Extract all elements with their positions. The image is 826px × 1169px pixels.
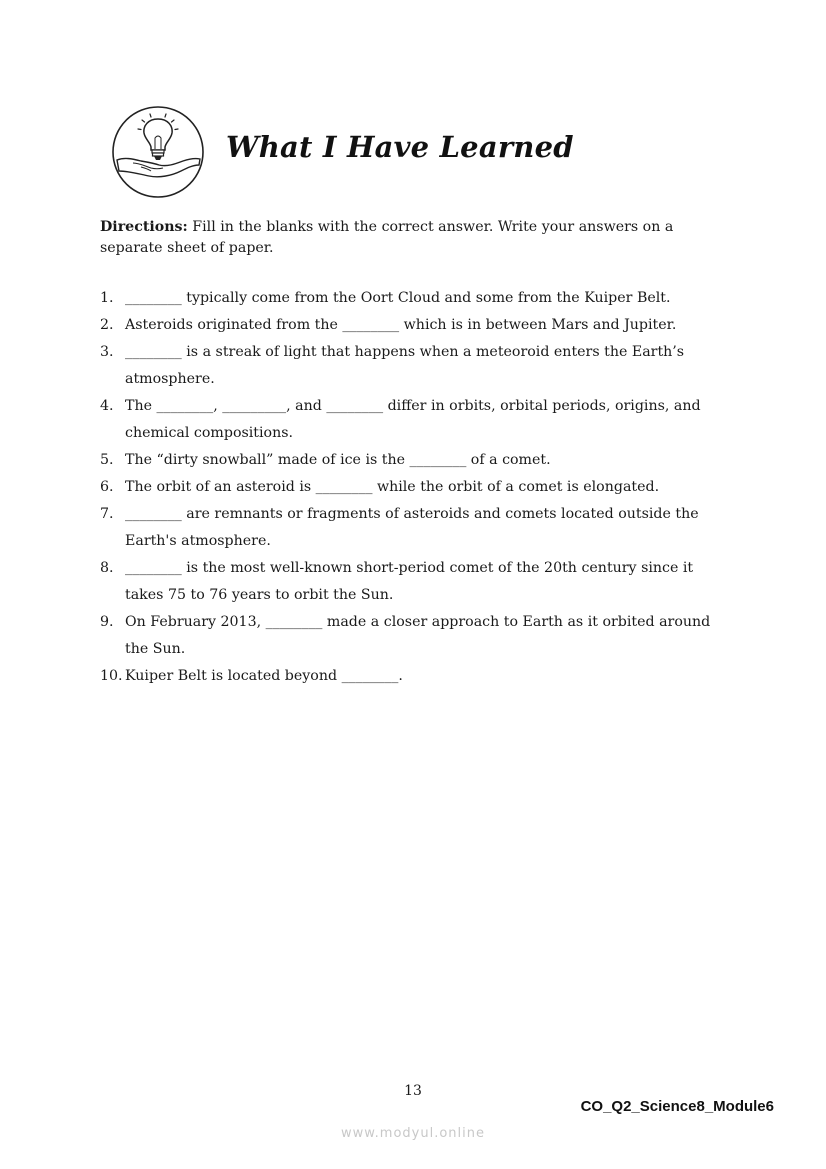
item-number: 3. — [100, 344, 114, 360]
item-number: 6. — [100, 479, 114, 495]
item-text: ________ are remnants or fragments of asteroids and comets located outside the Earth's atmosphere. — [125, 506, 699, 549]
item-text: ________ is a streak of light that happens when a meteoroid enters the Earth’s atmosphere. — [125, 344, 685, 387]
item-number: 2. — [100, 317, 114, 333]
item-number: 4. — [100, 398, 114, 414]
item-text: Asteroids originated from the ________ which is in between Mars and Jupiter. — [125, 317, 677, 333]
list-item — [100, 312, 725, 339]
lightbulb-hand-icon — [111, 105, 205, 199]
list-item — [100, 339, 725, 393]
list-item — [100, 555, 725, 609]
directions-label: Directions: — [100, 219, 188, 235]
directions-text: Fill in the blanks with the correct answer. Write your answers on a separate sheet of paper. — [100, 219, 674, 256]
item-number: 1. — [100, 290, 114, 306]
list-item — [100, 393, 725, 447]
directions — [100, 217, 725, 259]
item-number: 10. — [100, 668, 123, 684]
module-code: CO_Q2_Science8_Module6 — [580, 1098, 774, 1115]
list-item — [100, 447, 725, 474]
list-item — [100, 609, 725, 663]
section-title: What I Have Learned — [226, 130, 574, 164]
item-text: ________ is the most well-known short-period comet of the 20th century since it takes 75 to 76 years to orbit the Sun. — [125, 560, 694, 603]
item-text: The orbit of an asteroid is ________ while the orbit of a comet is elongated. — [125, 479, 660, 495]
list-item — [100, 474, 725, 501]
list-item — [100, 663, 725, 690]
item-text: The “dirty snowball” made of ice is the ________ of a comet. — [125, 452, 551, 468]
item-text: On February 2013, ________ made a closer approach to Earth as it orbited around the Sun. — [125, 614, 711, 657]
list-item — [100, 501, 725, 555]
item-number: 9. — [100, 614, 114, 630]
item-number: 7. — [100, 506, 114, 522]
item-text: Kuiper Belt is located beyond ________. — [125, 668, 403, 684]
watermark: www.modyul.online — [340, 1126, 486, 1141]
fill-in-the-blanks-list — [100, 285, 725, 690]
item-text: The ________, _________, and ________ differ in orbits, orbital periods, origins, and chemical compositions. — [125, 398, 701, 441]
item-number: 8. — [100, 560, 114, 576]
item-text: ________ typically come from the Oort Cloud and some from the Kuiper Belt. — [125, 290, 671, 306]
list-item — [100, 285, 725, 312]
item-number: 5. — [100, 452, 114, 468]
page-number: 13 — [404, 1083, 422, 1099]
